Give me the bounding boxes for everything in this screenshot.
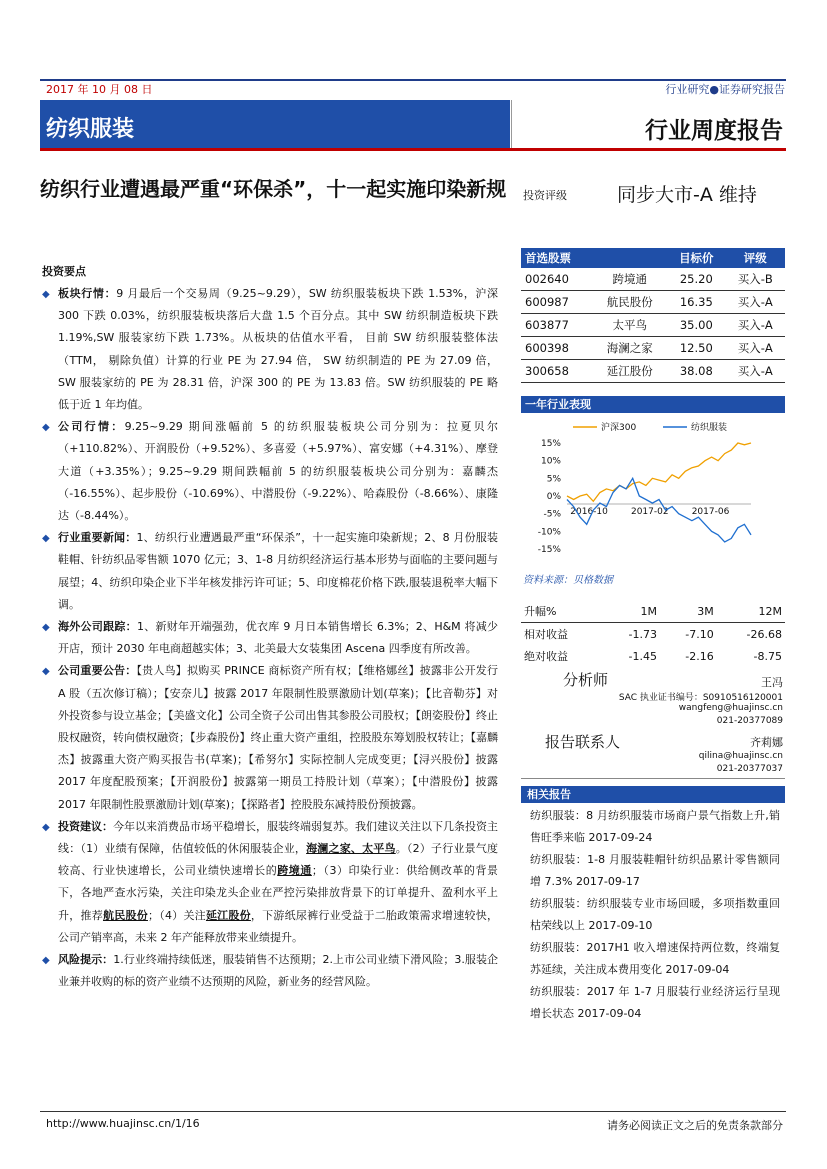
point-industry-news: [42, 527, 498, 616]
stock-name: 航民股份: [593, 291, 667, 314]
stock-rating: 买入-B: [726, 268, 785, 291]
x-tick-label: 2016-10: [570, 507, 608, 517]
row-label: 相对收益: [521, 623, 603, 646]
stock-code: 002640: [521, 268, 593, 291]
column-header: 评级: [726, 248, 785, 268]
contact-label: 报告联系人: [545, 733, 621, 751]
point-investment-advice: [42, 816, 498, 949]
preferred-stocks-table: [521, 248, 785, 383]
related-report-item[interactable]: 纺织服装：2017 年 1-7 月服装行业经济运行呈现增长状态 2017-09-04: [530, 985, 780, 1020]
chart-section-title: 一年行业表现: [521, 396, 785, 413]
y-tick-label: 10%: [540, 456, 561, 467]
point-label: 投资建议：: [58, 819, 113, 833]
diamond-bullet-icon: ◆: [42, 622, 50, 634]
cell-value: -1.45: [628, 649, 657, 663]
stock-code: 603877: [521, 314, 593, 337]
stock-rating: 买入-A: [726, 291, 785, 314]
diamond-bullet-icon: ◆: [42, 666, 50, 678]
stock-highlight: 延江股份: [205, 908, 251, 922]
point-text: 【贵人鸟】拟购买 PRINCE 商标资产所有权；【维格娜丝】披露非公开发行 A 股（五次修订稿）；【安奈儿】披露 2017 年限制性股票激励计划(草案)；【比音勒芬】对外投资参与设立基金；【美盛文化】公司全资子公司出售其参股公司股权；【朗姿股份】终止股权融资，转向债权融资；【步森股份】终止重大资产重组，控股股东筹划股权转让；【嘉麟杰】披露重大资产购买报告书(草案)；【希努尔】实际控制人完成变更；【浔兴股份】披露 2017 年度配股预案；【开润股份】披露第一期员工持股计划（草案）；【中潜股份】披露 2017 年限制性股票激励计划(草案)；【探路者】控股股东减持股份预披露。: [58, 664, 499, 811]
report-title: 纺织行业遭遇最严重“环保杀”，十一起实施印染新规: [40, 177, 507, 201]
point-label: 行业重要新闻：: [58, 531, 137, 545]
point-text: 1.行业终端持续低迷，服装销售不达预期；2.上市公司业绩下滑风险；3.服装企业兼并收购的标的资产业绩不达预期的风险，新业务的经营风险。: [58, 953, 499, 989]
diamond-bullet-icon: ◆: [42, 289, 50, 300]
stock-code: 600987: [521, 291, 593, 314]
target-price: 38.08: [667, 360, 726, 383]
point-text: 1、纺织行业遭遇最严重“环保杀”，十一起实施印染新规；2、8 月份服装鞋帽、针纺织品零售额 1070 亿元；3、1-8 月纺织经济运行基本形势与面临的主要问题与展望；4、纺织印染企业下半年核发排污许可证；5、印度棉花价格下跌,服装退税率大幅下调。: [58, 531, 499, 611]
target-price: 12.50: [667, 337, 726, 360]
diamond-bullet-icon: ◆: [42, 533, 50, 545]
x-tick-label: 2017-06: [691, 507, 730, 517]
point-sector-performance: [42, 283, 498, 416]
table-header-row: [521, 600, 785, 623]
related-reports-list: [530, 805, 780, 1025]
table-row: [521, 645, 785, 667]
header-divider: [511, 100, 512, 150]
stock-highlight: 航民股份: [102, 908, 148, 922]
y-tick-label: 15%: [540, 439, 561, 449]
related-report-item[interactable]: 纺织服装：8 月纺织服装市场商户景气指数上升,销售旺季来临 2017-09-24: [530, 809, 780, 844]
cell-value: -1.73: [603, 623, 660, 646]
rating-label: 投资评级: [523, 189, 567, 202]
stock-code: 300658: [521, 360, 593, 383]
point-overseas-tracking: [42, 616, 498, 660]
stock-highlight: 海澜之家、太平鸟: [306, 842, 396, 856]
related-report-item[interactable]: 纺织服装：2017H1 收入增速保持两位数，终端复苏延续，关注成本费用变化 2017-09-04: [530, 941, 780, 976]
point-company-performance: [42, 416, 498, 527]
target-price: 16.35: [667, 291, 726, 314]
point-text: 今年以来消费品市场平稳增长，服装终端弱复苏。我们建议关注以下几条投资主线：（1）业绩有保障，估值较低的休闲服装企业，: [58, 819, 498, 856]
related-report-item[interactable]: 纺织服装：纺织服装专业市场回暖，多项指数重回枯荣线以上 2017-09-10: [530, 897, 780, 932]
target-price: 35.00: [667, 314, 726, 337]
legend-label: 纺织服装: [691, 423, 728, 433]
point-text: ，下游纸尿裤行业受益于二胎政策需求增速较快，公司产销率高，未来 2 年产能释放带来业绩提升。: [58, 908, 499, 944]
stock-code: 600398: [521, 337, 593, 360]
analyst-cert: SAC 执业证书编号：S0910516120001: [618, 693, 783, 703]
point-text: 9.25~9.29 期间涨幅前 5 的纺织服装板块公司分别为：拉夏贝尔（+110.82%）、开润股份（+9.52%）、多喜爱（+5.97%）、富安娜（+4.31%）、摩登大道（+3.35%）；9.25~9.29 期间跌幅前 5 的纺织服装板块公司分别为：嘉麟杰（-16.55%）、起步股份（-10.69%）、中潜股份（-9.22%）、哈森股份（-8.66%）、康隆达（-8.44%）。: [58, 420, 498, 523]
point-label: 公司行情：: [58, 420, 125, 434]
chart-source: 资料来源：贝格数据: [523, 575, 613, 586]
cell-value: -2.16: [685, 649, 714, 663]
contact-email[interactable]: qilina@huajinsc.cn: [698, 751, 783, 761]
point-label: 公司重要公告：: [58, 664, 137, 678]
y-tick-label: -10%: [537, 527, 561, 538]
series-line-0: [567, 443, 751, 501]
rating-value: 同步大市-A 维持: [617, 184, 757, 206]
contact-phone: 021-20377037: [716, 764, 783, 774]
stock-rating: 买入-A: [726, 360, 785, 383]
point-text: 9 月最后一个交易周（9.25~9.29），SW 纺织服装板块下跌 1.53%，沪深 300 下跌 0.03%，纺织服装板块落后大盘 1.5 个百分点。其中 SW 纺织制造板块下跌 1.19%,SW 服装家纺下跌 1.73%。从板块的估值水平看， 目前 SW 纺织服装整体法（TTM， 剔除负值）计算的行业 PE 为 27.94 倍， SW 纺织制造的 PE 为 27.09 倍，SW 服装家纺的 PE 为 28.31 倍，沪深 300 的 PE 为 13.83 倍。SW 纺织服装的 PE 略低于近 1 年均值。: [58, 287, 498, 412]
table-row: [521, 623, 785, 646]
analyst-email[interactable]: wangfeng@huajinsc.cn: [678, 703, 783, 713]
point-label: 风险提示：: [58, 953, 114, 967]
related-report-item[interactable]: 纺织服装：1-8 月服装鞋帽针纺织品累计零售额同增 7.3% 2017-09-17: [530, 853, 780, 888]
point-company-announcements: [42, 660, 498, 815]
x-tick-label: 2017-02: [630, 507, 669, 517]
column-header: 3M: [697, 604, 714, 618]
footer-url[interactable]: http://www.huajinsc.cn/1/16: [46, 1117, 200, 1130]
diamond-bullet-icon: ◆: [42, 821, 50, 833]
table-row: [521, 268, 785, 291]
point-text: 1、新财年开端强劲，优衣库 9 月日本销售增长 6.3%；2、H&M 将减少开店，预计 2030 年电商超越实体；3、北美最大女装集团 Ascena 四季度有所改善。: [58, 620, 498, 656]
diamond-bullet-icon: ◆: [42, 422, 50, 434]
column-header: 升幅%: [524, 605, 557, 618]
table-row: [521, 360, 785, 383]
cell-value: -8.75: [753, 649, 782, 663]
y-tick-label: -5%: [543, 509, 561, 520]
table-row: [521, 337, 785, 360]
column-header: 目标价: [667, 248, 726, 268]
table-header-row: [521, 248, 785, 268]
stock-rating: 买入-A: [726, 337, 785, 360]
y-tick-label: 5%: [546, 474, 561, 485]
header-red-line: [40, 148, 786, 151]
sector-name: 纺织服装: [46, 117, 135, 142]
stock-name: 太平鸟: [593, 314, 667, 337]
column-header: 12M: [758, 604, 782, 618]
y-tick-label: 0%: [546, 492, 561, 502]
analyst-phone: 021-20377089: [716, 716, 783, 726]
footer-disclaimer: 请务必阅读正文之后的免责条款部分: [607, 1119, 783, 1132]
point-risk-warning: [42, 949, 498, 993]
legend-label: 沪深300: [601, 423, 637, 433]
stock-rating: 买入-A: [726, 314, 785, 337]
column-header: 1M: [640, 604, 657, 618]
industry-performance-chart: [521, 415, 785, 567]
contact-name: 齐莉娜: [750, 736, 783, 749]
report-type: 行业周度报告: [645, 118, 783, 144]
stock-name: 延江股份: [593, 360, 667, 383]
row-label: 绝对收益: [524, 650, 568, 663]
stock-name: 跨境通: [593, 268, 667, 291]
point-text: 。（2）子行业景气度较高、行业快速增长，公司业绩快速增长的: [58, 842, 499, 878]
analyst-label: 分析师: [563, 671, 609, 689]
point-text: ；（3）印染行业：供给侧改革的背景下，各地严查水污染，关注印染龙头企业在严控污染排放背景下的订单提升、盈利水平上升，推荐: [58, 864, 499, 922]
stock-name: 海澜之家: [593, 337, 667, 360]
investment-points: [42, 283, 498, 994]
table-row: [521, 314, 785, 337]
y-tick-label: -15%: [537, 545, 561, 555]
performance-table: [521, 600, 785, 667]
section-divider: [521, 778, 785, 779]
cell-value: -26.68: [717, 623, 785, 646]
point-text: ；（4）关注: [147, 908, 206, 922]
cell-value: -7.10: [660, 623, 717, 646]
section-heading: 投资要点: [42, 265, 86, 278]
report-date: 2017 年 10 月 08 日: [46, 83, 153, 96]
analyst-name: 王冯: [761, 676, 783, 689]
diamond-bullet-icon: ◆: [42, 955, 50, 967]
stock-highlight: 跨境通: [277, 864, 312, 878]
target-price: 25.20: [667, 268, 726, 291]
point-label: 板块行情：: [58, 287, 117, 300]
column-header: 首选股票: [521, 248, 667, 268]
footer-line: [40, 1111, 786, 1112]
table-row: [521, 291, 785, 314]
header-tagline: 行业研究●证券研究报告: [665, 83, 785, 96]
related-reports-title: 相关报告: [521, 786, 785, 803]
point-label: 海外公司跟踪：: [58, 620, 137, 634]
